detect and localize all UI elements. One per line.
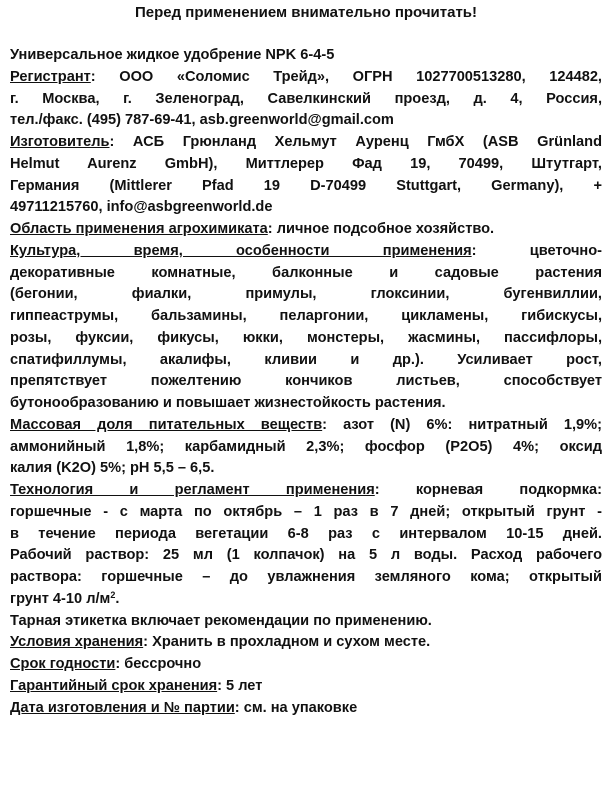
manufacturer-label: Изготовитель (10, 134, 110, 150)
shelf-life-label: Срок годности (10, 656, 116, 672)
nutrients-text-1: : азот (N) 6%: нитратный 1,9%; (322, 416, 602, 433)
storage-label: Условия хранения (10, 634, 144, 651)
storage-text: : Хранить в прохладном и сухом месте. (143, 634, 431, 651)
culture-line-5: розы, фуксии, фикусы, юкки, монстеры, жасмины, пассифлоры, (10, 329, 602, 346)
date-batch-text: : см. на упаковке (234, 699, 358, 716)
technology-line-2: горшечные - с марта по октябрь – 1 раз в 7 дней; открытый грунт - (10, 503, 602, 520)
guarantee-line (10, 676, 602, 698)
culture-label: Культура, время, особенности применения (10, 242, 472, 259)
culture-line-1 (10, 241, 602, 263)
technology-line-1 (10, 480, 602, 502)
registrant-label: Регистрант (10, 68, 91, 85)
manufacturer-line-1 (10, 132, 602, 154)
warning-title: Перед применением внимательно прочитать! (134, 4, 478, 21)
culture-line-3: (бегонии, фиалки, примулы, глоксинии, бугенвиллии, (10, 286, 602, 303)
technology-line-3: в течение периода вегетации 6-8 раз с интервалом 10-15 дней. (10, 525, 602, 542)
scope-label: Область применения агрохимиката (10, 221, 268, 237)
nutrients-line-1 (10, 415, 602, 437)
registrant-line-3: тел./факс. (495) 787-69-41, asb.greenworld@gmail.com (10, 112, 394, 129)
product-name: Универсальное жидкое удобрение NPK 6-4-5 (10, 47, 335, 63)
technology-end: . (115, 590, 120, 607)
scope-line (10, 219, 602, 241)
technology-text-1: : корневая подкормка: (374, 482, 602, 498)
guarantee-text: : 5 лет (217, 677, 263, 694)
culture-text-1: : цветочно- (471, 242, 602, 259)
culture-line-4: гиппеаструмы, бальзамины, пеларгонии, цикламены, гибискусы, (10, 308, 602, 324)
nutrients-line-2: аммонийный 1,8%; карбамидный 2,3%; фосфор (P2O5) 4%; оксид (10, 438, 602, 455)
manufacturer-line-2: Helmut Aurenz GmbH), Миттлерер Фад 19, 70499, Штутгарт, (10, 155, 602, 172)
technology-text-6: грунт 4-10 л/м (10, 590, 111, 607)
manufacturer-text-1: : АСБ Грюнланд Хельмут Ауренц ГмбХ (ASB Grünland (109, 134, 602, 150)
registrant-line-1 (10, 67, 602, 89)
nutrients-label: Массовая доля питательных веществ (10, 416, 323, 433)
culture-line-6: спатифиллумы, акалифы, кливии и др.). Усиливает рост, (10, 351, 602, 368)
technology-line-6 (10, 589, 602, 611)
technology-label: Технология и регламент применения (10, 482, 375, 498)
manufacturer-line-3: Германия (Mittlerer Pfad 19 D-70499 Stuttgart, Germany), + (10, 177, 602, 194)
tare-line: Тарная этикетка включает рекомендации по применению. (10, 612, 432, 629)
square-superscript: 2 (110, 589, 116, 600)
culture-line-8: бутонообразованию и повышает жизнестойкость растения. (10, 395, 446, 411)
scope-text: : личное подсобное хозяйство. (267, 221, 495, 237)
date-batch-label: Дата изготовления и № партии (10, 699, 235, 716)
date-batch-line (10, 698, 602, 720)
storage-line (10, 632, 602, 654)
nutrients-line-3: калия (K2O) 5%; pH 5,5 – 6,5. (10, 460, 215, 477)
manufacturer-line-4: 49711215760, info@asbgreenworld.de (10, 199, 273, 216)
registrant-text-1: : ООО «Соломис Трейд», ОГРН 1027700513280, 124482, (90, 68, 602, 85)
registrant-line-2: г. Москва, г. Зеленоград, Савелкинский проезд, д. 4, Россия, (10, 90, 602, 107)
technology-line-4: Рабочий раствор: 25 мл (1 колпачок) на 5 л воды. Расход рабочего (10, 547, 602, 564)
culture-line-7: препятствует пожелтению кончиков листьев, способствует (10, 373, 602, 390)
culture-line-2: декоративные комнатные, балконные и садовые растения (10, 264, 602, 281)
shelf-life-line (10, 654, 602, 676)
guarantee-label: Гарантийный срок хранения (10, 677, 218, 694)
technology-line-5: раствора: горшечные – до увлажнения земляного кома; открытый (10, 569, 602, 585)
shelf-life-text: : бессрочно (115, 656, 202, 672)
